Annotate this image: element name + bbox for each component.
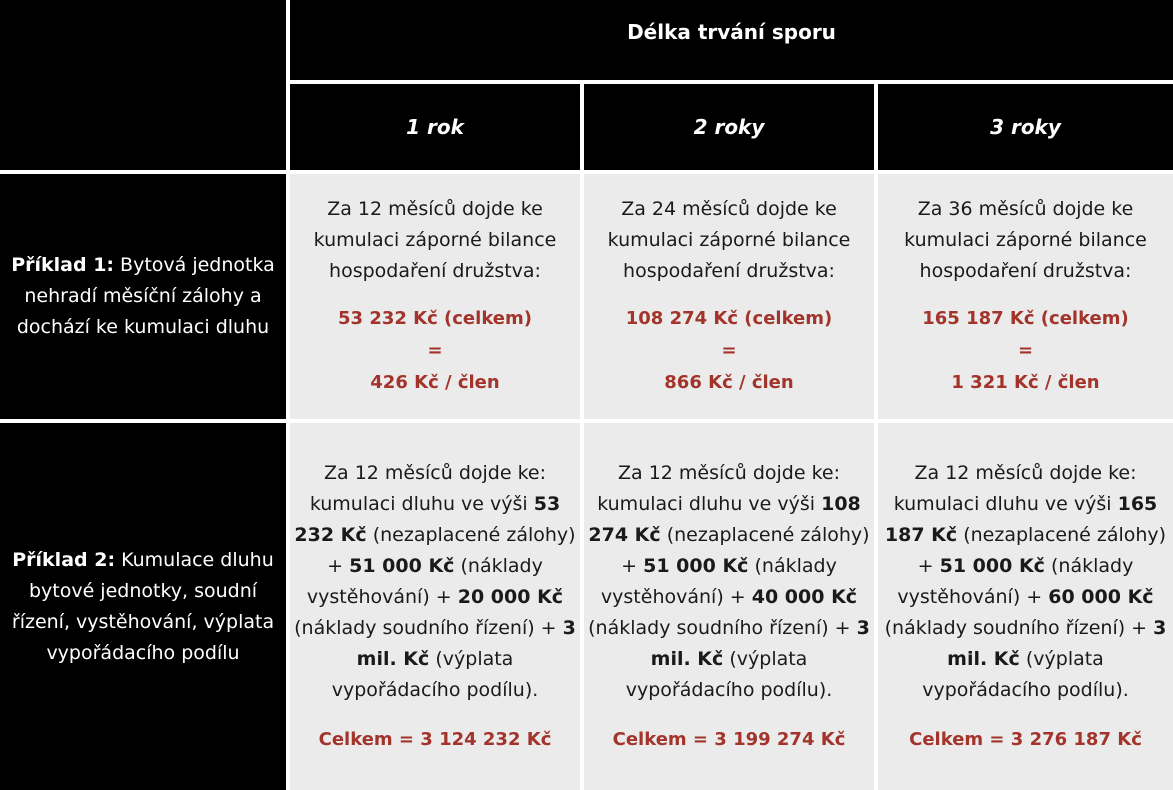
column-header-year-1 <box>290 84 580 170</box>
cell-description: Za 24 měsíců dojde ke kumulaci záporné bilance hospodaření družstva: <box>607 198 851 282</box>
cell-total: 53 232 Kč (celkem) <box>338 308 532 329</box>
cell-share-note: (výplata vypořádacího podílu). <box>331 648 539 701</box>
table-cell-example-1-year-3 <box>878 174 1173 419</box>
column-header-label: 2 roky <box>693 115 765 139</box>
column-header-label: 1 rok <box>406 115 464 139</box>
cell-description <box>294 458 576 706</box>
cell-share-amount: 3 mil. Kč <box>356 617 576 670</box>
cell-equals: = <box>1017 340 1034 361</box>
cell-share-amount: 3 mil. Kč <box>650 617 870 670</box>
cell-eviction-note: (náklady vystěhování) + <box>306 555 543 608</box>
cell-eviction-note: (náklady vystěhování) + <box>897 555 1134 608</box>
cell-share-note: (výplata vypořádacího podílu). <box>922 648 1129 701</box>
cell-eviction-note: (náklady vystěhování) + <box>600 555 837 608</box>
row-label-example-1 <box>0 174 286 419</box>
cell-total: 108 274 Kč (celkem) <box>625 308 833 329</box>
column-header-label: 3 roky <box>990 115 1061 139</box>
cell-debt-amount: 53 232 Kč <box>294 493 561 546</box>
cell-intro: Za 12 měsíců dojde ke: kumulaci dluhu ve výši <box>597 462 840 515</box>
cell-court-note: (náklady soudního řízení) + <box>588 617 857 639</box>
table-cell-example-1-year-1 <box>290 174 580 419</box>
cell-description <box>882 458 1169 706</box>
row-label-bold: Příklad 1: <box>11 254 115 276</box>
cell-eviction-amount: 51 000 Kč <box>939 555 1045 577</box>
row-label-text <box>6 545 280 669</box>
cell-debt-note: (nezaplacené zálohy) + <box>327 524 576 577</box>
cell-grand-total: Celkem = 3 199 274 Kč <box>612 729 846 750</box>
cell-per-member: 866 Kč / člen <box>664 372 794 393</box>
cell-intro: Za 12 měsíců dojde ke: kumulaci dluhu ve výši <box>893 462 1137 515</box>
header-title-text: Délka trvání sporu <box>627 20 836 44</box>
cell-intro: Za 12 měsíců dojde ke: kumulaci dluhu ve výši <box>309 462 546 515</box>
cell-debt-note: (nezaplacené zálohy) + <box>621 524 870 577</box>
cell-grand-total: Celkem = 3 276 187 Kč <box>909 729 1142 750</box>
row-label-rest: Kumulace dluhu bytové jednotky, soudní řízení, vystěhování, výplata vypořádacího podílu <box>11 548 275 664</box>
table-header-title <box>290 0 1173 80</box>
cell-description: Za 36 měsíců dojde ke kumulaci záporné bilance hospodaření družstva: <box>904 198 1147 282</box>
column-header-year-2 <box>584 84 874 170</box>
cell-court-amount: 20 000 Kč <box>457 586 564 608</box>
cell-court-note: (náklady soudního řízení) + <box>884 617 1154 639</box>
cell-debt-amount: 108 274 Kč <box>588 493 861 546</box>
table-cell-example-2-year-3 <box>878 423 1173 790</box>
cell-equals: = <box>721 340 737 361</box>
cell-court-amount: 60 000 Kč <box>1048 586 1154 608</box>
cell-per-member: 1 321 Kč / člen <box>951 372 1100 393</box>
cell-share-note: (výplata vypořádacího podílu). <box>625 648 833 701</box>
cell-description: Za 12 měsíců dojde ke kumulaci záporné bilance hospodaření družstva: <box>313 198 557 282</box>
column-header-year-3 <box>878 84 1173 170</box>
cell-description <box>588 458 870 706</box>
row-label-text <box>6 250 280 343</box>
table-cell-example-2-year-1 <box>290 423 580 790</box>
row-label-rest: Bytová jednotka nehradí měsíční zálohy a dochází ke kumulaci dluhu <box>16 254 275 338</box>
table-corner <box>0 0 286 170</box>
cell-debt-amount: 165 187 Kč <box>884 493 1158 546</box>
cell-court-note: (náklady soudního řízení) + <box>294 617 563 639</box>
cell-court-amount: 40 000 Kč <box>751 586 858 608</box>
cell-eviction-amount: 51 000 Kč <box>349 555 455 577</box>
table-cell-example-1-year-2 <box>584 174 874 419</box>
table-cell-example-2-year-2 <box>584 423 874 790</box>
row-label-bold: Příklad 2: <box>12 548 116 571</box>
cell-debt-note: (nezaplacené zálohy) + <box>917 524 1167 577</box>
cell-share-amount: 3 mil. Kč <box>947 617 1167 670</box>
cell-eviction-amount: 51 000 Kč <box>643 555 749 577</box>
cell-per-member: 426 Kč / člen <box>370 372 500 393</box>
cell-total: 165 187 Kč (celkem) <box>922 308 1129 329</box>
cell-grand-total: Celkem = 3 124 232 Kč <box>318 729 552 750</box>
row-label-example-2 <box>0 423 286 790</box>
cell-equals: = <box>427 340 443 361</box>
